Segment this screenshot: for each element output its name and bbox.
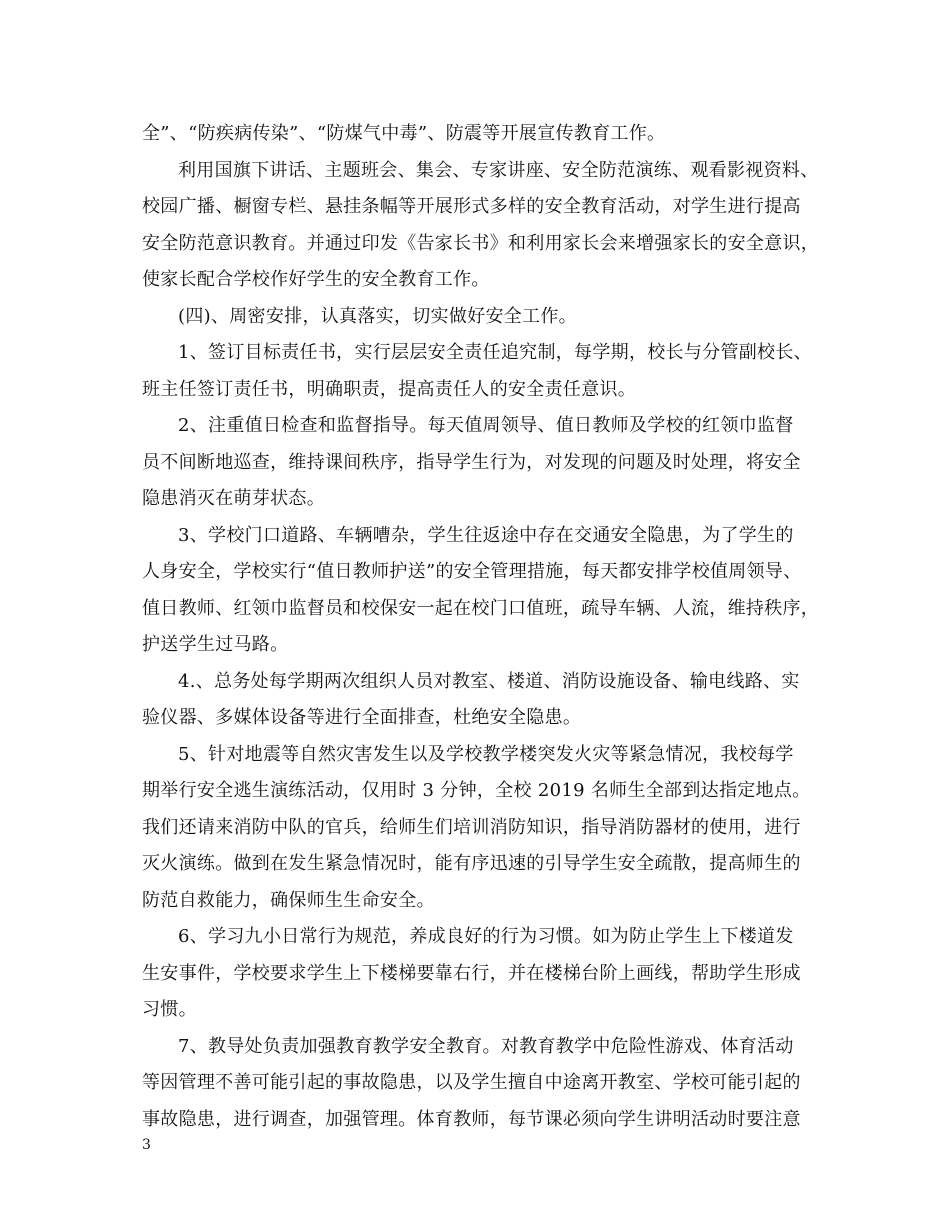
document-body: [142, 116, 822, 1138]
page-number: 3: [142, 1137, 151, 1153]
text-line: 1、签订目标责任书，实行层层安全责任追究制，每学期，校长与分管副校长、: [178, 342, 812, 363]
text-line: 生安事件，学校要求学生上下楼梯要靠右行，并在楼梯台阶上画线，帮助学生形成: [142, 962, 801, 984]
text-line: 习惯。: [142, 999, 197, 1020]
text-line: 值日教师、红领巾监督员和校保安一起在校门口值班，疏导车辆、人流，维持秩序，: [142, 597, 820, 619]
text-line: 全”、“防疾病传染”、“防煤气中毒”、防震等开展宣传教育工作。: [142, 123, 666, 144]
text-line: 我们还请来消防中队的官兵，给师生们培训消防知识，指导消防器材的使用，进行: [142, 816, 801, 838]
text-line: 校园广播、橱窗专栏、悬挂条幅等开展形式多样的安全教育活动，对学生进行提高: [142, 196, 801, 217]
text-line: 班主任签订责任书，明确职责，提高责任人的安全责任意识。: [142, 378, 637, 400]
text-line: 6、学习九小日常行为规范，养成良好的行为习惯。如为防止学生上下楼道发: [178, 926, 794, 947]
text-line: 利用国旗下讲话、主题班会、集会、专家讲座、安全防范演练、观看影视资料、: [178, 159, 819, 181]
text-line: 安全防范意识教育。并通过印发《告家长书》和利用家长会来增强家长的安全意识，: [142, 232, 820, 254]
text-line: 期举行安全逃生演练活动，仅用时 3 分钟，全校 2019 名师生全部到达指定地点。: [142, 780, 811, 801]
text-line: 护送学生过马路。: [142, 634, 289, 655]
text-line: 5、针对地震等自然灾害发生以及学校教学楼突发火灾等紧急情况，我校每学: [178, 743, 794, 765]
text-line: 4.、总务处每学期两次组织人员对教室、楼道、消防设施设备、输电线路、实: [178, 670, 800, 692]
text-line: 事故隐患，进行调查，加强管理。体育教师，每节课必须向学生讲明活动时要注意: [142, 1108, 801, 1130]
text-line: 7、教导处负责加强教育教学安全教育。对教育教学中危险性游戏、体育活动: [178, 1035, 794, 1057]
text-line: 等因管理不善可能引起的事故隐患，以及学生擅自中途离开教室、学校可能引起的: [142, 1072, 801, 1093]
text-line: 灭火演练。做到在发生紧急情况时，能有序迅速的引导学生安全疏散，提高师生的: [142, 853, 801, 874]
text-line: (四)、周密安排，认真落实，切实做好安全工作。: [178, 305, 577, 327]
text-line: 3、学校门口道路、车辆嘈杂，学生往返途中存在交通安全隐患，为了学生的: [178, 524, 794, 546]
text-line: 使家长配合学校作好学生的安全教育工作。: [142, 269, 490, 290]
text-line: 2、注重值日检查和监督指导。每天值周领导、值日教师及学校的红领巾监督: [178, 415, 794, 436]
text-line: 防范自救能力，确保师生生命安全。: [142, 889, 435, 911]
text-line: 隐患消灭在萌芽状态。: [142, 488, 325, 509]
text-line: 验仪器、多媒体设备等进行全面排查，杜绝安全隐患。: [142, 707, 582, 728]
text-line: 员不间断地巡查，维持课间秩序，指导学生行为，对发现的问题及时处理，将安全: [142, 451, 801, 473]
text-line: 人身安全，学校实行“值日教师护送”的安全管理措施，每天都安排学校值周领导、: [142, 561, 802, 582]
